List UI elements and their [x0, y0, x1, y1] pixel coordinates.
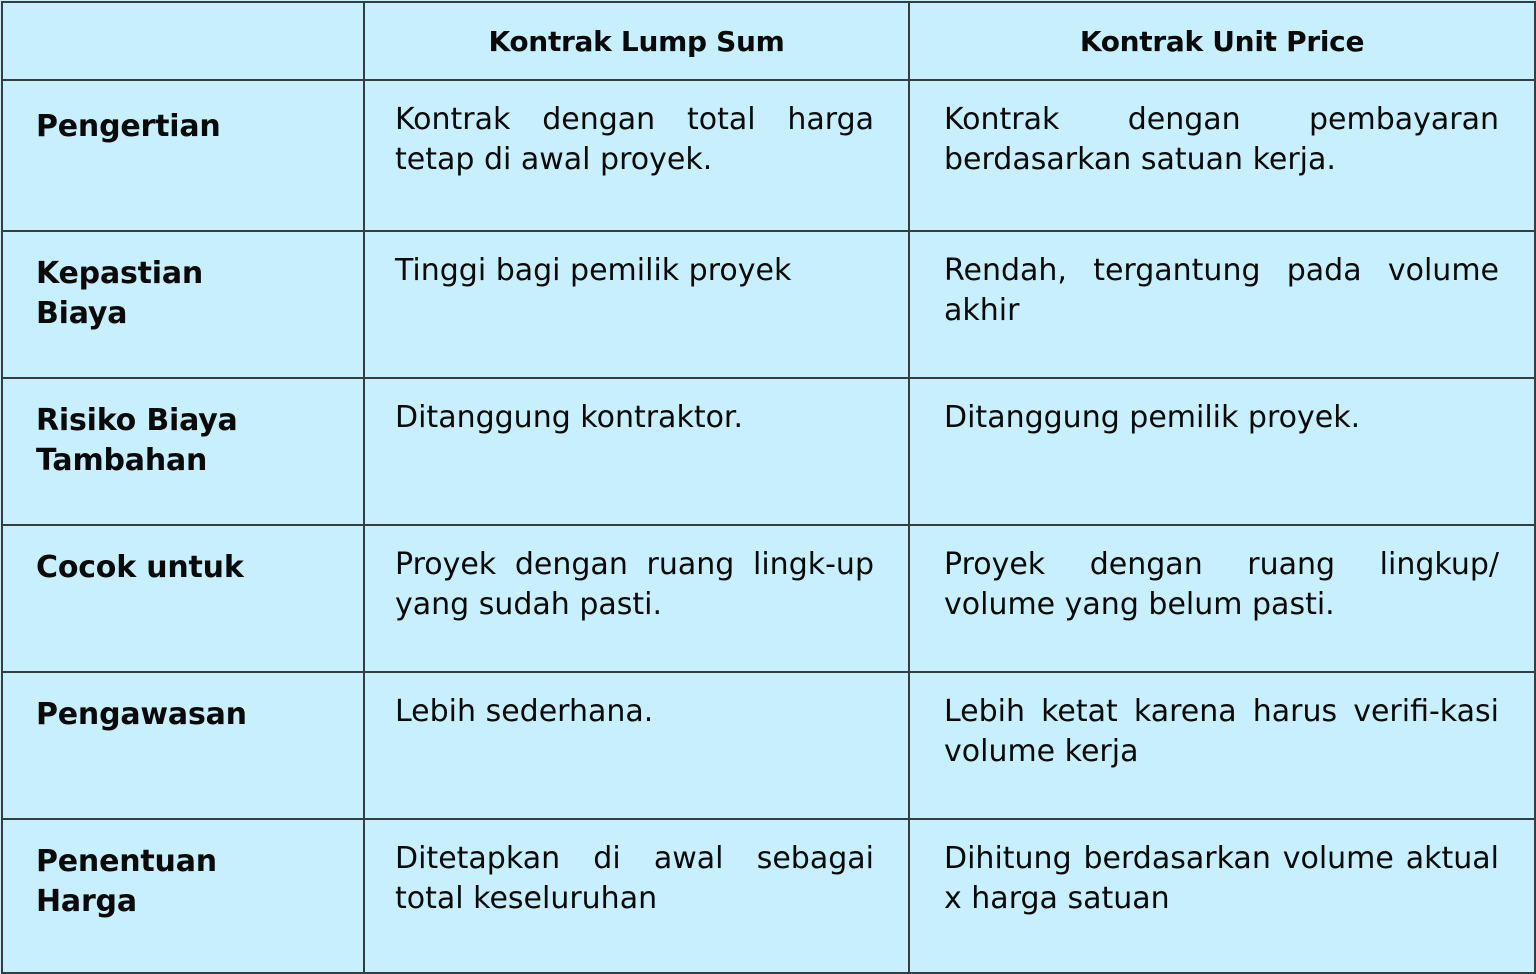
row-label: [2, 231, 364, 378]
header-empty-cell: [2, 2, 364, 80]
header-lump-sum: Kontrak Lump Sum: [364, 2, 909, 80]
lump-sum-cell: Ditetapkan di awal sebagai total keseluruhan: [364, 819, 909, 973]
row-label: Pengertian: [2, 80, 364, 231]
header-row: [2, 2, 1535, 80]
unit-price-cell: Dihitung berdasarkan volume aktual x harga satuan: [909, 819, 1535, 973]
table-row: [2, 80, 1535, 231]
lump-sum-cell: Proyek dengan ruang lingk-up yang sudah pasti.: [364, 525, 909, 672]
row-label: Pengawasan: [2, 672, 364, 819]
row-label: Cocok untuk: [2, 525, 364, 672]
unit-price-cell: Kontrak dengan pembayaran berdasarkan satuan kerja.: [909, 80, 1535, 231]
table-row: [2, 672, 1535, 819]
row-label-text: Penentuan Harga: [36, 844, 217, 919]
table-row: [2, 231, 1535, 378]
header-unit-price: Kontrak Unit Price: [909, 2, 1535, 80]
lump-sum-cell: Lebih sederhana.: [364, 672, 909, 819]
lump-sum-cell: Ditanggung kontraktor.: [364, 378, 909, 525]
comparison-table: [1, 1, 1536, 974]
lump-sum-cell: Tinggi bagi pemilik proyek: [364, 231, 909, 378]
table-row: [2, 525, 1535, 672]
row-label: [2, 819, 364, 973]
row-label-text: Risiko Biaya Tambahan: [36, 403, 238, 478]
row-label-text: Kepastian Biaya: [36, 256, 204, 331]
unit-price-cell: Proyek dengan ruang lingkup/ volume yang belum pasti.: [909, 525, 1535, 672]
unit-price-cell: Lebih ketat karena harus verifi-kasi volume kerja: [909, 672, 1535, 819]
table-row: [2, 819, 1535, 973]
table-row: [2, 378, 1535, 525]
unit-price-cell: Rendah, tergantung pada volume akhir: [909, 231, 1535, 378]
unit-price-cell: Ditanggung pemilik proyek.: [909, 378, 1535, 525]
row-label: [2, 378, 364, 525]
lump-sum-cell: Kontrak dengan total harga tetap di awal proyek.: [364, 80, 909, 231]
